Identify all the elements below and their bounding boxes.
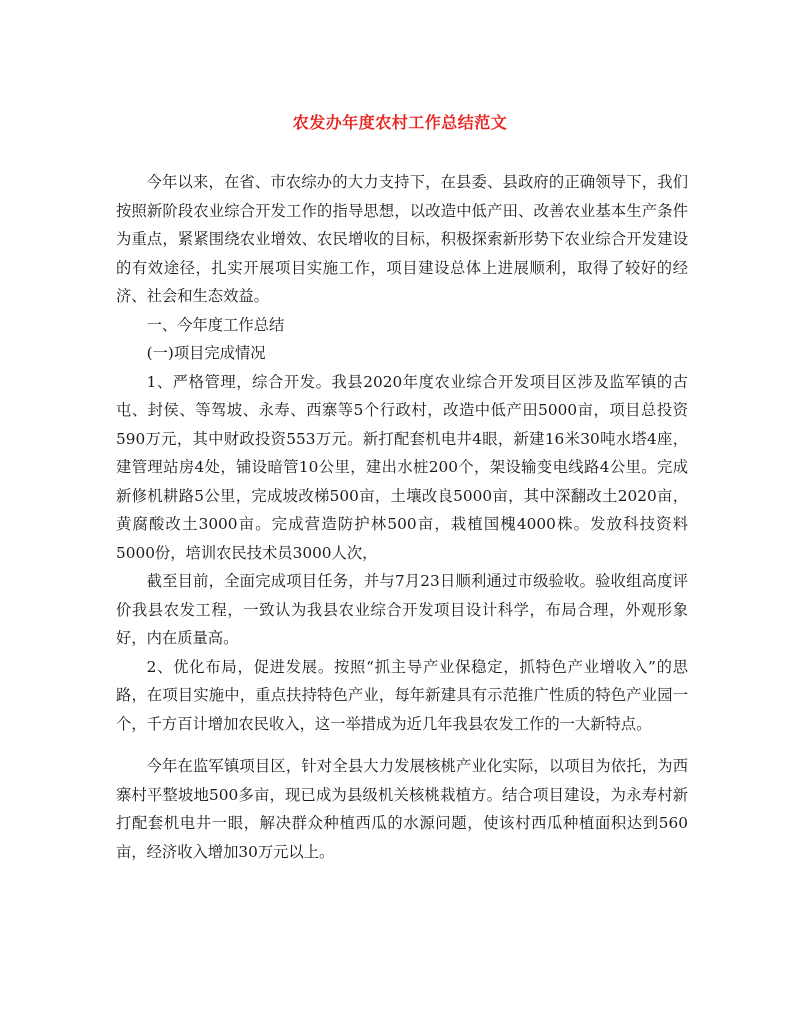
- body-paragraph: 今年在监军镇项目区，针对全县大力发展核桃产业化实际，以项目为依托，为西寨村平整坡地500多亩，现已成为县级机关核桃栽植方。结合项目建设，为永寿村新打配套机电井一眼，解决群众种植西瓜的水源问题，使该村西瓜种植面积达到560亩，经济收入增加30万元以上。: [116, 757, 688, 861]
- section-heading: 一、今年度工作总结: [146, 315, 285, 334]
- body-paragraph: 1、严格管理，综合开发。我县2020年度农业综合开发项目区涉及监军镇的古屯、封侯、等驾坡、永寿、西寨等5个行政村，改造中低产田5000亩，项目总投资590万元，其中财政投资553万元。新打配套机电井4眼，新建16米30吨水塔4座，建管理站房4处，铺设暗管10公里，建出水桩200个，架设输变电线路4公里。完成新修机耕路5公里，完成坡改梯500亩，土壤改良5000亩，其中深翻改土2020亩，黄腐酸改土3000亩。完成营造防护林500亩，栽植国槐4000株。发放科技资料5000份，培训农民技术员3000人次，: [116, 372, 688, 562]
- document-body: [116, 168, 688, 866]
- document-title: 农发办年度农村工作总结范文: [292, 113, 508, 132]
- intro-paragraph: 今年以来，在省、市农综办的大力支持下，在县委、县政府的正确领导下，我们按照新阶段农业综合开发工作的指导思想，以改造中低产田、改善农业基本生产条件为重点，紧紧围绕农业增效、农民增收的目标，积极探索新形势下农业综合开发建设的有效途径，扎实开展项目实施工作，项目建设总体上进展顺利，取得了较好的经济、社会和生态效益。: [116, 173, 688, 305]
- body-paragraph: 2、优化布局，促进发展。按照“抓主导产业保稳定，抓特色产业增收入”的思路，在项目实施中，重点扶持特色产业，每年新建具有示范推广性质的特色产业园一个，千方百计增加农民收入，这一举措成为近几年我县农发工作的一大新特点。: [116, 657, 688, 733]
- body-paragraph: 截至目前，全面完成项目任务，并与7月23日顺利通过市级验收。验收组高度评价我县农发工程，一致认为我县农业综合开发项目设计科学，布局合理，外观形象好，内在质量高。: [116, 572, 688, 647]
- subsection-heading: (一)项目完成情况: [146, 344, 266, 362]
